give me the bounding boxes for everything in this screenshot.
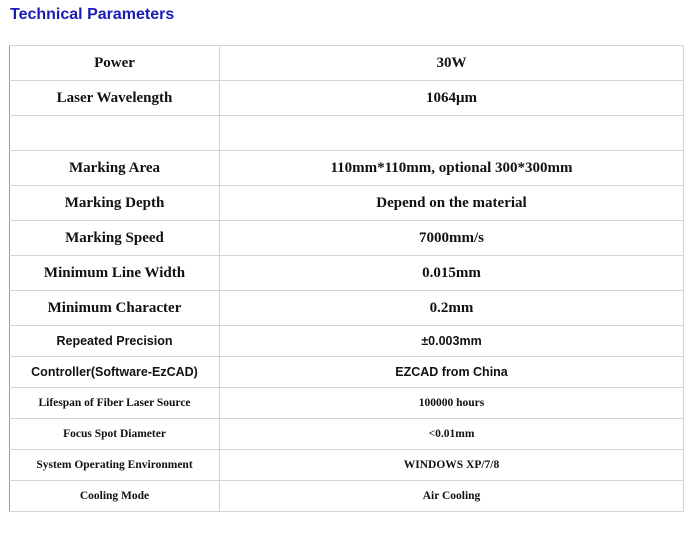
param-label: Focus Spot Diameter [10,419,220,450]
param-label: Minimum Character [10,291,220,326]
table-row [10,450,684,481]
param-value: ±0.003mm [220,326,684,357]
param-label: Marking Speed [10,221,220,256]
table-row [10,256,684,291]
param-label: Controller(Software-EzCAD) [10,357,220,388]
param-label: Power [10,46,220,81]
param-value: 0.2mm [220,291,684,326]
param-value: 1064μm [220,81,684,116]
table-row [10,186,684,221]
param-label: Laser Wavelength [10,81,220,116]
param-label: Lifespan of Fiber Laser Source [10,388,220,419]
param-value: 100000 hours [220,388,684,419]
table-row [10,81,684,116]
technical-parameters-table [9,45,684,512]
table-row [10,151,684,186]
table-row [10,221,684,256]
param-label: System Operating Environment [10,450,220,481]
param-value: 7000mm/s [220,221,684,256]
section-heading: Technical Parameters [10,6,175,23]
table-row [10,326,684,357]
param-value [220,116,684,151]
table-row [10,388,684,419]
param-label: Repeated Precision [10,326,220,357]
param-value: 110mm*110mm, optional 300*300mm [220,151,684,186]
param-value: <0.01mm [220,419,684,450]
table-row [10,46,684,81]
param-value: WINDOWS XP/7/8 [220,450,684,481]
param-label: Marking Depth [10,186,220,221]
param-value: Air Cooling [220,481,684,512]
param-label [10,116,220,151]
table-row [10,291,684,326]
param-value: 30W [220,46,684,81]
param-value: Depend on the material [220,186,684,221]
table-row [10,481,684,512]
table-row [10,116,684,151]
param-label: Minimum Line Width [10,256,220,291]
param-value: 0.015mm [220,256,684,291]
table-row [10,419,684,450]
param-label: Marking Area [10,151,220,186]
table-row [10,357,684,388]
param-label: Cooling Mode [10,481,220,512]
param-value: EZCAD from China [220,357,684,388]
